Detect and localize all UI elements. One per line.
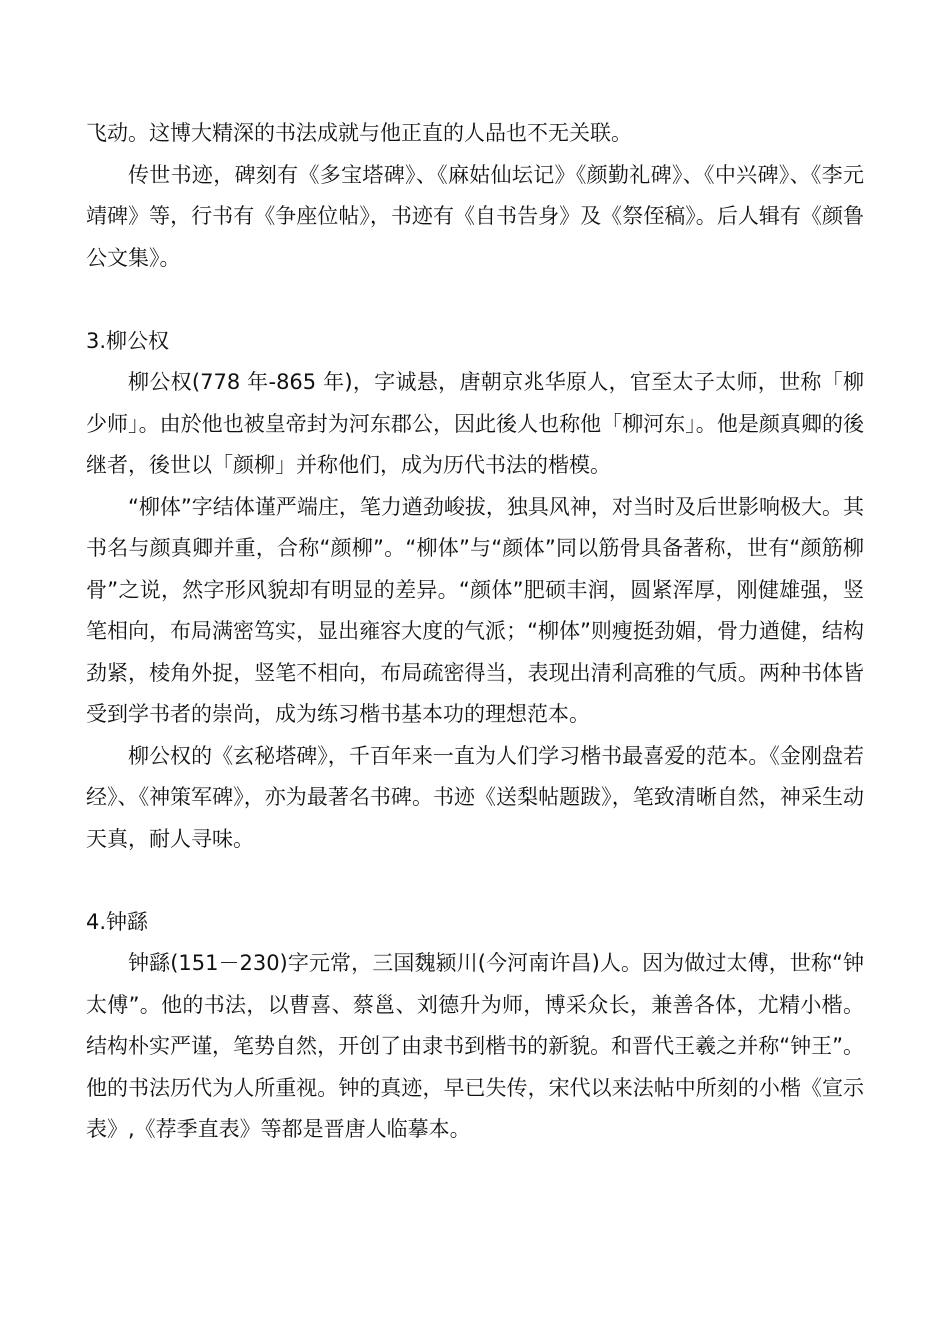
section-heading-liu-gongquan: 3.柳公权 bbox=[86, 328, 170, 353]
paragraph-continuation: 飞动。这博大精深的书法成就与他正直的人品也不无关联。 bbox=[86, 121, 632, 145]
paragraph-liu-bio: 柳公权(778 年-865 年)，字诚悬，唐朝京兆华原人，官至太子太师，世称「柳少师」。由於他也被皇帝封为河东郡公，因此後人也称他「柳河东」。他是颜真卿的後继者，後世以「颜柳」并称他们，成为历代书法的楷模。 bbox=[86, 370, 864, 477]
section-heading-zhong-yao: 4.钟繇 bbox=[86, 909, 149, 934]
paragraph-yan-works: 传世书迹，碑刻有《多宝塔碑》、《麻姑仙坛记》《颜勤礼碑》、《中兴碑》、《李元靖碑》等，行书有《争座位帖》，书迹有《自书告身》及《祭侄稿》。后人辑有《颜鲁公文集》。 bbox=[86, 162, 864, 270]
document-body bbox=[86, 113, 864, 1151]
paragraph-liu-works: 柳公权的《玄秘塔碑》，千百年来一直为人们学习楷书最喜爱的范本。《金刚盘若经》、《神策军碑》，亦为最著名书碑。书迹《送梨帖题跋》，笔致清晰自然，神采生动天真，耐人寻味。 bbox=[86, 743, 864, 851]
section-spacer bbox=[86, 279, 864, 321]
paragraph-zhong-bio: 钟繇(151－230)字元常，三国魏颍川(今河南许昌)人。因为做过太傅，世称“钟太傅”。他的书法，以曹喜、蔡邕、刘德升为师，博采众长，兼善各体，尤精小楷。结构朴实严谨，笔势自然，开创了由隶书到楷书的新貌。和晋代王羲之并称“钟王”。他的书法历代为人所重视。钟的真迹，早已失传，宋代以来法帖中所刻的小楷《宣示表》,《荐季直表》等都是晋唐人临摹本。 bbox=[86, 951, 864, 1141]
paragraph-liu-style: “柳体”字结体谨严端庄，笔力遒劲峻拔，独具风神，对当时及后世影响极大。其书名与颜真卿并重，合称“颜柳”。“柳体”与“颜体”同以筋骨具备著称，世有“颜筋柳骨”之说，然字形风貌却有明显的差异。“颜体”肥硕丰润，圆紧浑厚，刚健雄强，竖笔相向，布局满密笃实，显出雍容大度的气派；“柳体”则瘦挺劲媚，骨力遒健，结构劲紧，棱角外捉，竖笔不相向，布局疏密得当，表现出清利高雅的气质。两种书体皆受到学书者的崇尚，成为练习楷书基本功的理想范本。 bbox=[86, 494, 864, 726]
section-spacer bbox=[86, 860, 864, 902]
